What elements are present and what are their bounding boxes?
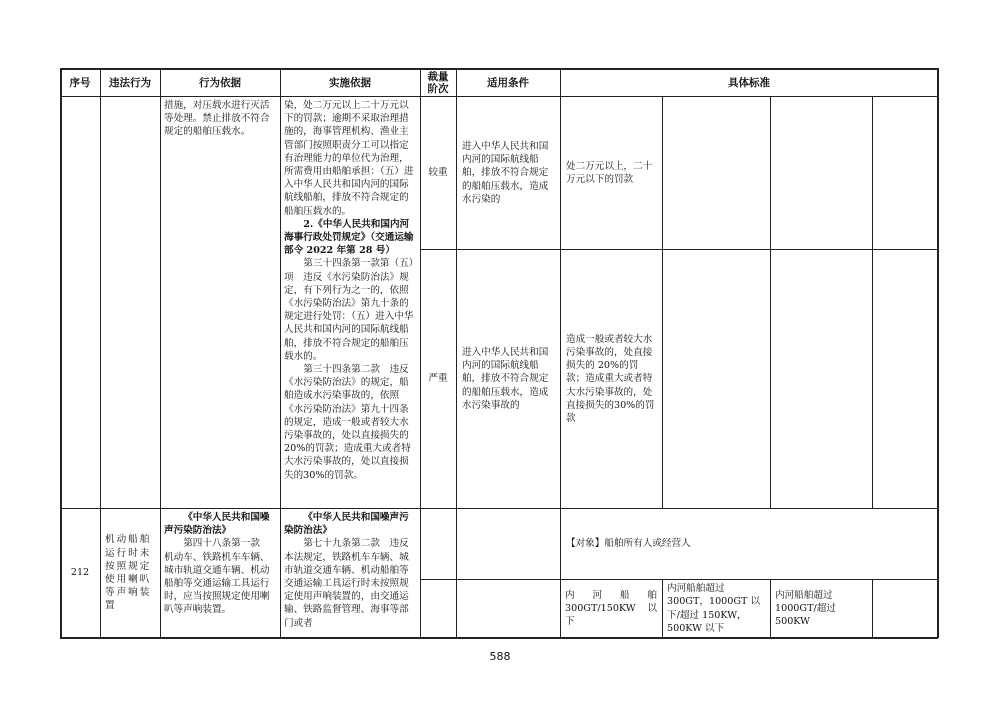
row2-seq: 212: [70, 567, 90, 579]
col-line-8b: [770, 579, 771, 638]
col-line-7b: [662, 579, 663, 638]
col-line-2: [160, 68, 161, 638]
table-border-right: [937, 68, 939, 638]
table-border-top: [60, 68, 938, 70]
row1-level-a: 较重: [428, 167, 448, 179]
row1-impl-text-c: 第三十四条第二款 违反《水污染防治法》的规定，船舶造成水污染事故的，依照《水污染防治法》第九十四条的规定，造成一般或者较大水污染事故的，处以直接损失的 20%的罚款；造成重大或者特大水污染事故的，处以直接损失的30%的罚款。: [284, 364, 411, 481]
row1-level-b: 严重: [428, 373, 448, 385]
row2-basis: [160, 509, 280, 637]
row1-standard-b: 造成一般或者较大水污染事故的，处直接损失的 20%的罚款；造成重大或者特大水污染事故的，处直接损失的30%的罚款: [566, 333, 655, 424]
row2-violation: 机动船舶运行时未按照规定使用喇叭等声响装置: [105, 534, 152, 612]
row2-standard-3: 内河船舶超过1000GT/超过 500KW: [775, 589, 836, 628]
row2-sub-divider: [420, 579, 938, 580]
header-basis: 行为依据: [199, 76, 241, 89]
row1-impl-title: 2.《中华人民共和国内河海事行政处罚规定》（交通运输部令 2022 年第 28 号）: [284, 218, 414, 257]
header-seq: 序号: [69, 76, 91, 89]
col-line-4: [420, 68, 421, 638]
col-line-7a: [662, 96, 663, 509]
col-line-1: [100, 68, 101, 638]
row2-impl-title: 《中华人民共和国噪声污染防治法》: [284, 512, 409, 537]
header-level: 裁量阶次: [427, 70, 449, 95]
row1-level-divider: [420, 249, 938, 250]
header-condition: 适用条件: [487, 76, 529, 89]
row-divider: [60, 508, 938, 509]
col-line-5: [456, 68, 457, 638]
row2-standard-1-text: 内河船舶300GT/150KW 以下: [565, 589, 657, 628]
row1-impl-text-b: 第三十四条第一款第（五）项 违反《水污染防治法》规定，有下列行为之一的，依照《水污染防治法》第九十条的规定进行处罚：（五）进入中华人民共和国内河的国际航线船舶，排放不符合规定的船舶压载水的。: [284, 258, 414, 362]
row1-standard-a: 处二万元以上，二十万元以下的罚款: [566, 160, 653, 185]
row1-basis: 措施，对压载水进行灭活等处理。禁止排放不符合规定的船舶压载水。: [164, 100, 270, 138]
row2-standard-1: [560, 580, 662, 637]
row2-basis-title: 《中华人民共和国噪声污染防治法》: [164, 512, 270, 537]
row2-standard-2: 内河船舶超过 300GT，1000GT 以下/超过 150KW，500KW 以下: [667, 583, 761, 634]
header-violation: 违法行为: [109, 76, 151, 89]
col-line-6: [560, 68, 561, 638]
row1-condition-a: 进入中华人民共和国内河的国际航线船舶，排放不符合规定的船舶压载水，造成水污染的: [462, 140, 549, 205]
header-divider: [60, 96, 938, 97]
header-implementation: 实施依据: [329, 76, 371, 89]
col-line-3: [280, 68, 281, 638]
row2-impl-text: 第七十九条第二款 违反本法规定，铁路机车车辆、城市轨道交通车辆、机动船舶等交通运输工具运行时未按照规定使用声响装置的，由交通运输、铁路监督管理、海事等部门或者: [284, 538, 409, 629]
row2-object: 【对象】船舶所有人或经营人: [566, 538, 691, 550]
header-standard: 具体标准: [728, 76, 770, 89]
row1-condition-b: 进入中华人民共和国内河的国际航线船舶，排放不符合规定的船舶压载水，造成水污染事故的: [462, 346, 549, 411]
page-number: 588: [489, 650, 511, 663]
col-line-9b: [872, 579, 873, 638]
col-line-9a: [872, 96, 873, 509]
row1-impl-text-a: 染，处二万元以上二十万元以下的罚款；逾期不采取治理措施的，海事管理机构、渔业主管部门按照职责分工可以指定有治理能力的单位代为治理，所需费用由船舶承担：（五）进入中华人民共和国内河的国际航线船舶，排放不符合规定的船舶压载水的。: [284, 100, 414, 217]
row2-implementation: [280, 509, 420, 637]
table-border-bottom: [60, 637, 938, 639]
table-border-left: [60, 68, 62, 638]
col-line-8a: [770, 96, 771, 509]
row2-basis-text: 第四十八条第一款 机动车、铁路机车车辆、城市轨道交通车辆、机动船舶等交通运输工具运行时，应当按照规定使用喇叭等声响装置。: [164, 538, 270, 616]
